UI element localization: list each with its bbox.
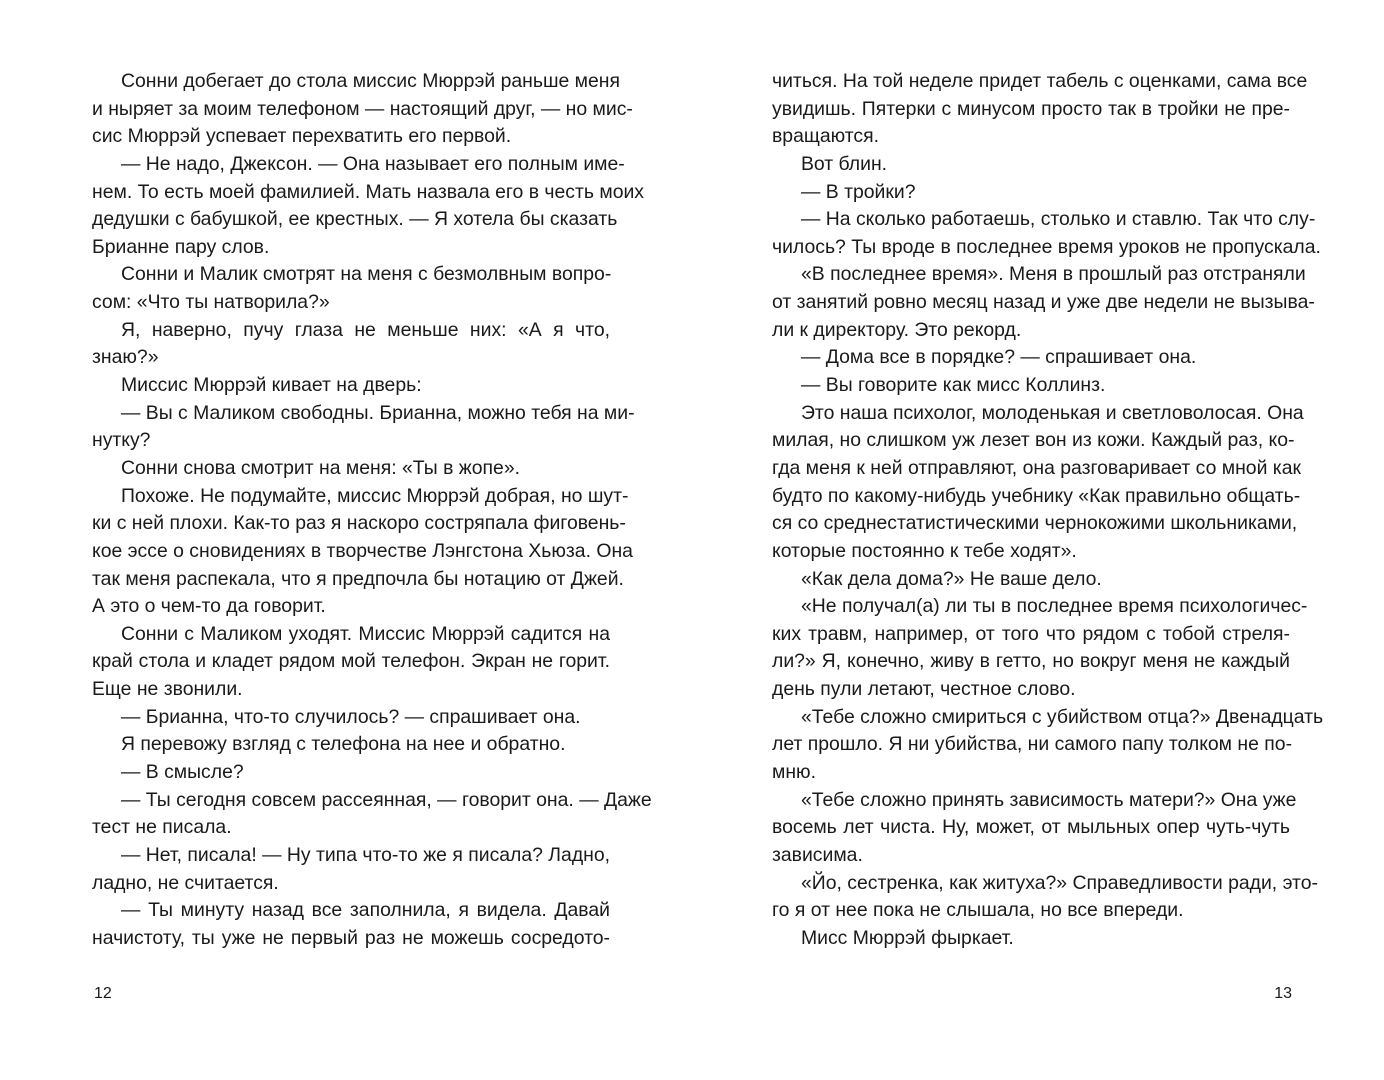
text-line: «Тебе сложно принять зависимость матери?» Она уже <box>801 788 1297 811</box>
text-line: ся со среднестатистическими чернокожими школьниками, <box>772 512 1298 535</box>
text-line: восемь лет чиста. Ну, может, от мыльных опер чуть-чуть <box>772 816 1290 839</box>
text-line: «В последнее время». Меня в прошлый раз отстраняли <box>801 263 1306 286</box>
text-line: Похоже. Не подумайте, миссис Мюррэй добрая, но шут- <box>121 484 629 507</box>
text-line: увидишь. Пятерки с минусом просто так в тройки не пре- <box>772 97 1290 120</box>
text-line: «Как дела дома?» Не ваше дело. <box>801 567 1102 590</box>
text-line: Сонни добегает до стола миссис Мюррэй раньше меня <box>121 70 620 92</box>
text-line: вращаются. <box>772 125 879 148</box>
text-line: — Дома все в порядке? — спрашивает она. <box>801 346 1197 369</box>
text-line: — Не надо, Джексон. — Она называет его полным име- <box>121 152 625 175</box>
text-line: «Йо, сестренка, как житуха?» Справедливости ради, это- <box>801 871 1318 894</box>
text-line: будто по какому-нибудь учебнику «Как правильно общать- <box>772 484 1301 507</box>
text-line: чилось? Ты вроде в последнее время уроков не пропускала. <box>772 235 1321 258</box>
text-line: гда меня к ней отправляют, она разговаривает со мной как <box>772 456 1301 479</box>
text-line: зависима. <box>772 843 863 866</box>
text-line: — Брианна, что-то случилось? — спрашивает она. <box>121 705 581 728</box>
text-line: Я перевожу взгляд с телефона на нее и обратно. <box>121 733 566 756</box>
text-line: Брианне пару слов. <box>92 235 270 258</box>
text-line: — Вы с Маликом свободны. Брианна, можно тебя на ми- <box>121 401 635 424</box>
text-line: мню. <box>772 761 816 784</box>
left-page-number: 12 <box>94 985 112 1002</box>
text-line: «Тебе сложно смириться с убийством отца?» Двенадцать <box>801 705 1324 728</box>
text-line: дедушки с бабушкой, ее крестных. — Я хотела бы сказать <box>92 208 618 231</box>
text-line: Еще не звонили. <box>92 678 243 701</box>
text-line: — Ты минуту назад все заполнила, я видела. Давай <box>121 899 610 922</box>
right-page-text <box>772 68 1324 953</box>
text-line: Я, наверно, пучу глаза не меньше них: «А я что, <box>121 318 610 341</box>
text-line: — На сколько работаешь, столько и ставлю. Так что слу- <box>801 208 1316 231</box>
text-line: Вот блин. <box>801 152 888 175</box>
text-line: Сонни снова смотрит на меня: «Ты в жопе». <box>121 456 520 479</box>
text-line: сом: «Что ты натворила?» <box>92 291 330 314</box>
text-line: Это наша психолог, молоденькая и светловолосая. Она <box>801 401 1304 424</box>
text-line: кое эссе о сновидениях в творчестве Лэнгстона Хьюза. Она <box>92 539 633 562</box>
text-line: знаю?» <box>92 346 159 369</box>
text-line: тест не писала. <box>92 816 232 839</box>
text-line: начистоту, ты уже не первый раз не можешь сосредото- <box>92 926 610 949</box>
text-line: ли к директору. Это рекорд. <box>772 318 1022 341</box>
text-line: ки с ней плохи. Как-то раз я наскоро состряпала фиговень- <box>92 512 626 535</box>
text-line: сис Мюррэй успевает перехватить его первой. <box>92 125 512 148</box>
text-line: нутку? <box>92 429 151 452</box>
right-page-number: 13 <box>1274 985 1292 1002</box>
text-line: А это о чем-то да говорит. <box>92 595 326 618</box>
text-line: го я от нее пока не слышала, но все впереди. <box>772 899 1184 922</box>
text-line: ких травм, например, от того что рядом с тобой стреля- <box>772 622 1290 645</box>
right-page <box>692 0 1384 1080</box>
text-line: — В смысле? <box>121 761 244 784</box>
text-line: ли?» Я, конечно, живу в гетто, но вокруг меня не каждый <box>772 650 1290 673</box>
text-line: край стола и кладет рядом мой телефон. Экран не горит. <box>92 650 610 673</box>
text-line: и ныряет за моим телефоном — настоящий друг, — но мис- <box>92 97 633 120</box>
text-line: которые постоянно к тебе ходят». <box>772 539 1077 562</box>
text-line: Сонни с Маликом уходят. Миссис Мюррэй садится на <box>121 622 610 645</box>
text-line: читься. На той неделе придет табель с оценками, сама все <box>772 70 1308 92</box>
text-line: день пули летают, честное слово. <box>772 678 1076 701</box>
text-line: лет прошло. Я ни убийства, ни самого папу толком не по- <box>772 733 1293 756</box>
text-line: — Вы говорите как мисс Коллинз. <box>801 374 1106 397</box>
text-line: ладно, не считается. <box>92 871 279 894</box>
text-line: «Не получал(а) ли ты в последнее время психологичес- <box>801 595 1308 618</box>
text-line: — Нет, писала! — Ну типа что-то же я писала? Ладно, <box>121 843 611 866</box>
text-line: Мисс Мюррэй фыркает. <box>801 926 1014 949</box>
left-page-text <box>92 68 652 953</box>
text-line: милая, но слишком уж лезет вон из кожи. Каждый раз, ко- <box>772 429 1295 452</box>
text-line: нем. То есть моей фамилией. Мать назвала его в честь моих <box>92 180 645 203</box>
text-line: так меня распекала, что я предпочла бы нотацию от Джей. <box>92 567 624 590</box>
text-line: — В тройки? <box>801 180 916 203</box>
text-line: Миссис Мюррэй кивает на дверь: <box>121 374 422 397</box>
text-line: — Ты сегодня совсем рассеянная, — говорит она. — Даже <box>121 788 652 811</box>
text-line: Сонни и Малик смотрят на меня с безмолвным вопро- <box>121 263 612 286</box>
text-line: от занятий ровно месяц назад и уже две недели не вызыва- <box>772 291 1315 314</box>
